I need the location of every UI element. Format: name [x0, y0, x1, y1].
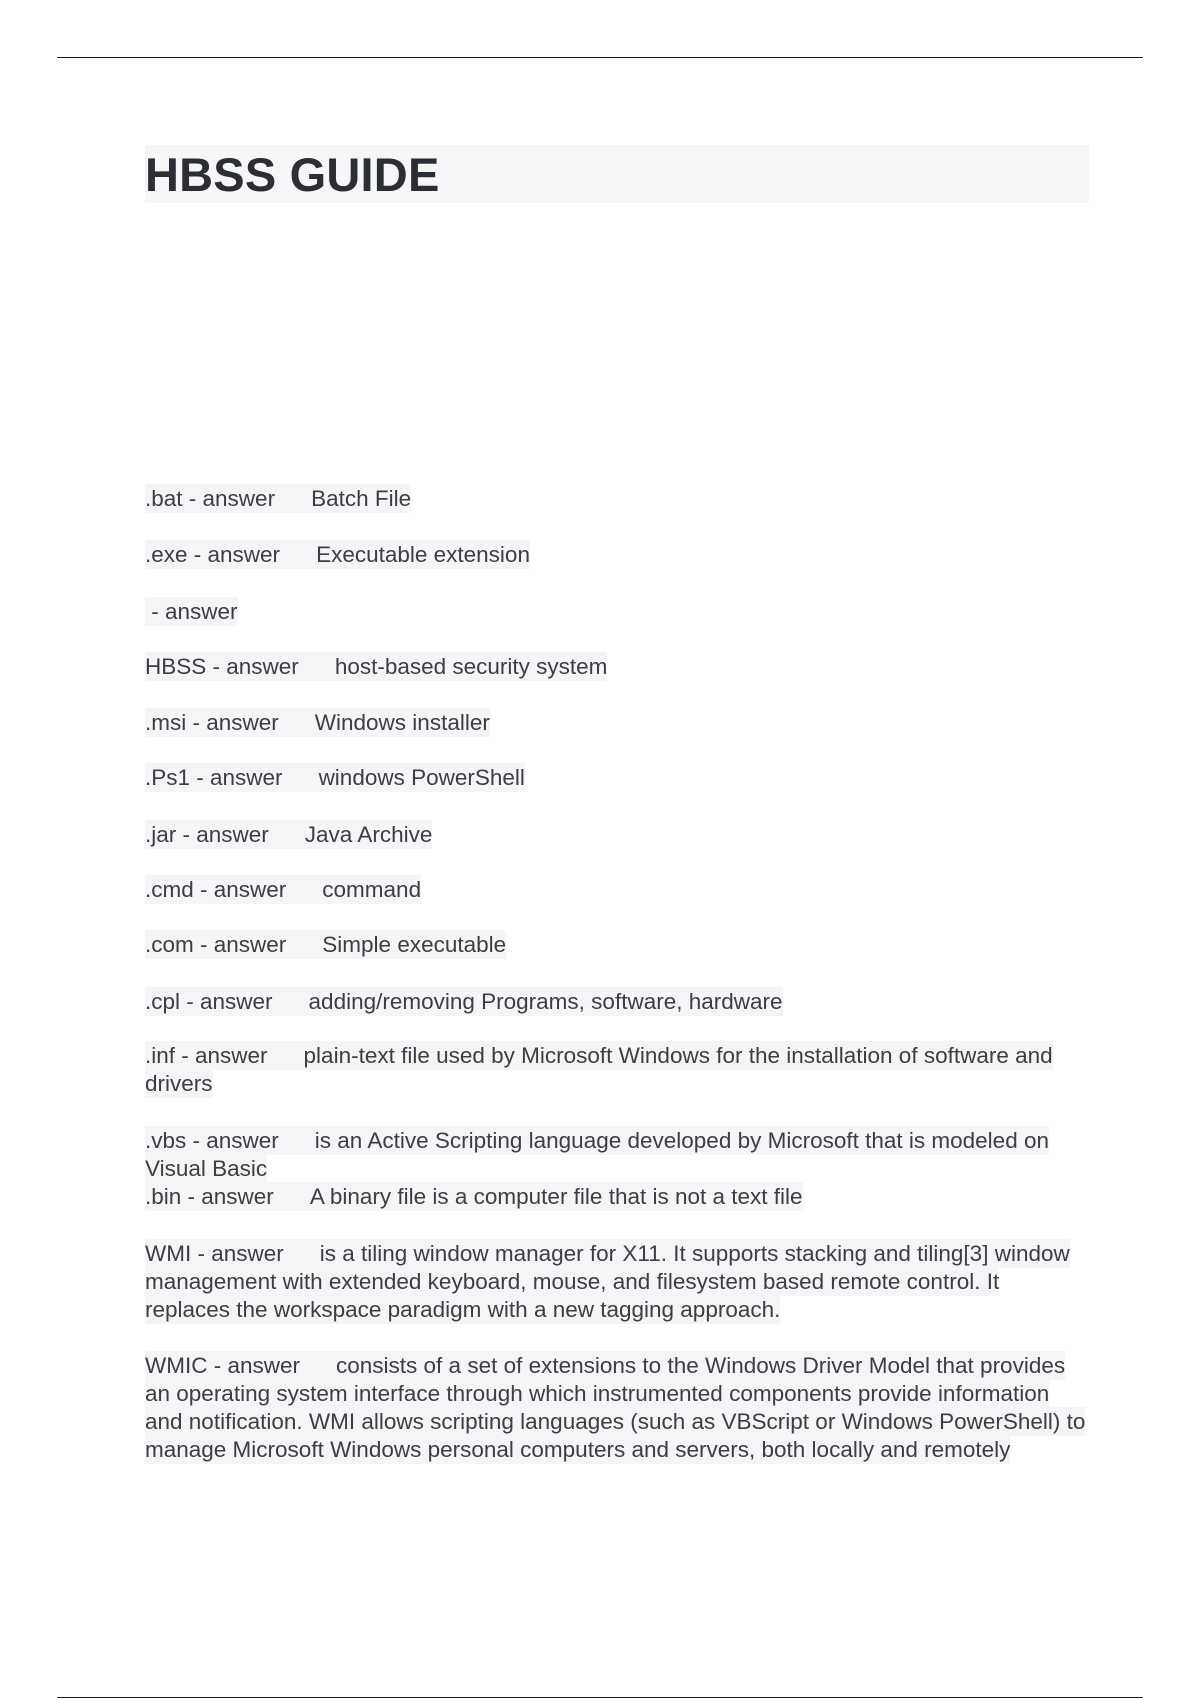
entry-term: HBSS - answer: [145, 654, 299, 679]
entry-answer: plain-text file used by Microsoft Windows for the installation of software and drivers: [145, 1043, 1053, 1096]
entry-term: WMI - answer: [145, 1241, 284, 1266]
entry-wmi: [145, 1240, 1090, 1324]
entry-term: .inf - answer: [145, 1043, 268, 1068]
entry-term: .com - answer: [145, 932, 287, 957]
entry-answer: command: [322, 877, 422, 902]
entry-answer: is an Active Scripting language developed by Microsoft that is modeled on Visual Basic: [145, 1128, 1049, 1181]
entry-answer: Batch File: [311, 486, 412, 511]
entry-jar: [145, 821, 432, 849]
entry-term: .cmd - answer: [145, 877, 287, 902]
entry-term: .bat - answer: [145, 486, 276, 511]
entry-answer: adding/removing Programs, software, hardware: [308, 989, 783, 1014]
entry-ps1: [145, 764, 525, 792]
entry-exe: [145, 541, 530, 569]
document-body: [145, 145, 1090, 1462]
entry-wmic: [145, 1352, 1090, 1464]
entry-term: .vbs - answer: [145, 1128, 279, 1153]
entry-inf: [145, 1042, 1090, 1098]
header-rule: [57, 57, 1143, 58]
entry-term: - answer: [145, 599, 238, 624]
document-title: HBSS GUIDE: [145, 147, 440, 201]
entry-bat: [145, 485, 411, 513]
entry-term: .bin - answer: [145, 1184, 274, 1209]
entry-cpl: [145, 988, 783, 1016]
entry-blank: [145, 598, 238, 626]
entry-term: .exe - answer: [145, 542, 281, 567]
entry-term: .jar - answer: [145, 822, 269, 847]
entry-answer: host-based security system: [334, 654, 608, 679]
entry-answer: is a tiling window manager for X11. It supports stacking and tiling[3] window management with extended keyboard, mouse, and filesystem based remote control. It replaces the workspace paradigm with a new tagging approach.: [145, 1241, 1070, 1322]
entry-answer: windows PowerShell: [318, 765, 525, 790]
entry-term: .cpl - answer: [145, 989, 273, 1014]
entry-cmd: [145, 876, 421, 904]
entry-answer: Simple executable: [322, 932, 507, 957]
entry-term: .Ps1 - answer: [145, 765, 283, 790]
entry-hbss: [145, 653, 607, 681]
footer-rule: [57, 1697, 1143, 1698]
entry-msi: [145, 709, 490, 737]
entry-bin: [145, 1183, 803, 1211]
entry-term: WMIC - answer: [145, 1353, 301, 1378]
entry-vbs: [145, 1127, 1090, 1183]
entry-term: .msi - answer: [145, 710, 279, 735]
entry-answer: Windows installer: [314, 710, 490, 735]
entry-answer: Java Archive: [304, 822, 433, 847]
entry-answer: A binary file is a computer file that is not a text file: [309, 1184, 803, 1209]
entry-answer: Executable extension: [316, 542, 530, 567]
entry-com: [145, 931, 506, 959]
entry-answer: consists of a set of extensions to the Windows Driver Model that provides an operating system interface through which instrumented components provide information and notification. WMI allows scripting languages (such as VBScript or Windows PowerShell) to manage Microsoft Windows personal computers and servers, both locally and remotely: [145, 1353, 1086, 1462]
title-band: [145, 145, 1089, 203]
